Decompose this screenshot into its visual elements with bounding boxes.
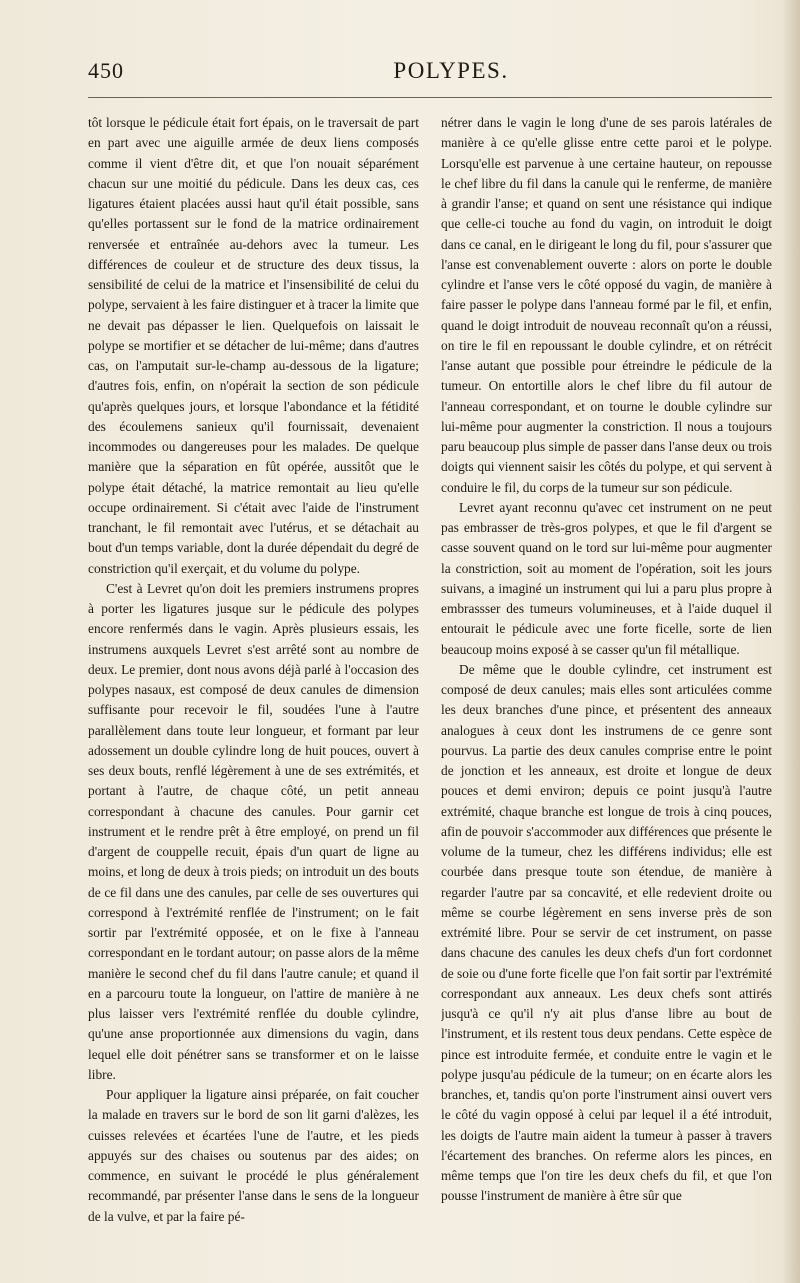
paragraph: Levret ayant reconnu qu'avec cet instrument on ne peut pas embrasser de très-gros polypes, et que le fil d'argent se casse souvent quand on le tord sur lui-même pour augmenter la constriction, soit au moment de l'opération, soit les jours suivans, a imaginé un instrument qui lui a paru plus propre à embrassser des tumeurs volumineuses, et à l'aide duquel il entourait le pédicule avec une forte ficelle, sorte de lien beaucoup moins exposé à se casser qu'un fil métallique. [441,499,772,657]
paragraph: tôt lorsque le pédicule était fort épais, on le traversait de part en part avec une aiguille armée de deux liens composés comme il vient d'être dit, et que l'on nouait séparément chacun sur une moitié du pédicule. Dans les deux cas, ces ligatures étaient placées aussi haut qu'il était possible, sans qu'elles portassent sur le fond de la matrice ordinairement renversée et entraînée au-dehors avec la tumeur. Les différences de couleur et de structure des deux tissus, la sensibilité de celui de la matrice et l'insensibilité de celui du polype, servaient à les faire distinguer et à tracer la limite que ne devait pas dépasser le lien. Quelquefois on laissait le polype se mortifier et se détacher de lui-même; dans d'autres cas, on l'amputait sur-le-champ au-dessous de la ligature; d'autres fois, enfin, on n'opérait la section de son pédicule qu'après quelques jours, et lorsque l'abondance et la fétidité des écoulemens sanieux qu'il fournissait, devenaient incommodes ou dangereuses pour les malades. De quelque manière que la séparation en fût opérée, aussitôt que le polype était détaché, la matrice remontait au lieu qu'elle occupe ordinairement. Si c'était avec l'aide de l'instrument tranchant, le fil remontait avec l'utérus, et se détachait au bout d'un temps variable, dont la durée dépendait du degré de constriction qu'il exerçait, et du volume du polype. [88,115,419,576]
paragraph: De même que le double cylindre, cet instrument est composé de deux canules; mais elles sont articulées comme les deux branches d'une pince, et présentent des anneaux analogues à ceux dont les instrumens de ce genre sont pourvus. La partie des deux canules comprise entre le point de jonction et les anneaux, est droite et longue de deux pouces et demi environ; depuis ce point jusqu'à l'autre extrémité, chaque branche est longue de trois à cinq pouces, afin de pouvoir s'accommoder aux différences que présente le volume de la tumeur, chez les différens individus; elle est courbée dans presque toute son étendue, de manière à regarder l'autre par sa concavité, et elle redevient droite ou même se courbe légèrement en sens inverse près de son extrémité libre. Pour se servir de cet instrument, on passe dans chacune des canules les deux chefs d'un fort cordonnet de soie ou d'une forte ficelle que l'on fait sortir par l'extrémité correspondant aux anneaux. Les deux chefs sont attirés jusqu'à ce qu'il n'y ait plus d'anse libre au bout de l'instrument, et ils restent tous deux pendans. Cette espèce de pince est introduite fermée, et conduite entre le vagin et le polype jusqu'au pédicule de la tumeur; on en écarte alors les branches, et, tandis qu'on porte l'instrument ainsi ouvert vers le côté du vagin opposé à celui par lequel il a été introduit, les doigts de l'autre main aident la tumeur à passer à travers l'écartement des branches. On referme alors les pinces, en même temps que l'on tire les deux chefs du fil, et que l'on pousse l'instrument de manière à être sûr que [441,661,772,1204]
running-title: POLYPES. [393,58,509,83]
page-edge-shadow [782,0,800,1283]
paragraph: nétrer dans le vagin le long d'une de ses parois latérales de manière à ce qu'elle glisse entre cette paroi et le polype. Lorsqu'elle est parvenue à une certaine hauteur, on repousse le chef libre du fil dans la canule qui le renferme, de manière à grandir l'anse; et quand on sent une résistance qui indique que celle-ci touche au fond du vagin, on introduit le doigt dans ce canal, en le dirigeant le long du fil, pour s'assurer que l'anse est convenablement ouverte : alors on porte le double cylindre et l'anse vers le côté opposé du vagin, de manière à faire passer le polype dans l'anneau formé par le fil, et enfin, quand le doigt introduit de nouveau reconnaît qu'on a réussi, on tire le fil en repoussant le double cylindre, et on rétrécit l'anse autant que possible pour étreindre le pédicule de la tumeur. On entortille alors le chef libre du fil autour de l'anneau correspondant, et on tourne le double cylindre sur lui-même pour augmenter la constriction. Il nous a toujours paru beaucoup plus simple de passer dans l'anse deux ou trois doigts qui viennent saisir les côtés du polype, et qui servent à conduire le fil, du corps de la tumeur sur son pédicule. [441,115,772,495]
left-column [88,113,419,1263]
paragraph: C'est à Levret qu'on doit les premiers instrumens propres à porter les ligatures jusque sur le pédicule des polypes encore renfermés dans le vagin. Après plusieurs essais, les instrumens auxquels Levret s'est arrêté sont au nombre de deux. Le premier, dont nous avons déjà parlé à l'occasion des polypes nasaux, est composé de deux canules de dimension suffisante pour recevoir le fil, soudées l'une à l'autre parallèlement dans toute leur longueur, et formant par leur adossement un double cylindre long de huit pouces, ouvert à ses deux bouts, renflé légèrement à une de ses extrémités, et portant à l'autre, de chaque côté, un petit anneau correspondant à chacune des canules. Pour garnir cet instrument et le rendre prêt à être employé, on prend un fil d'argent de couppelle recuit, épais d'un quart de ligne au moins, et long de deux à trois pieds; on introduit un des bouts de ce fil dans une des canules, par celle de ses ouvertures qui correspond à l'extrémité renflée de l'instrument; on le fait sortir par l'extrémité opposée, et on le fixe à l'anneau correspondant en le tordant autour; on passe alors de la même manière le second chef du fil dans l'autre canule; et quand il en a parcouru toute la longueur, on l'attire de manière à ne plus laisser vers l'extrémité renflée du double cylindre, qu'une anse proportionnée aux dimensions du vagin, dans lequel elle doit pénétrer sans se transformer et on le laisse libre. [88,580,419,1082]
text-columns [88,113,772,1263]
header-rule [88,97,772,98]
right-column [441,113,772,1263]
paragraph: Pour appliquer la ligature ainsi préparée, on fait coucher la malade en travers sur le bord de son lit garni d'alèzes, les cuisses relevées et écartées l'une de l'autre, et les pieds appuyés sur des chaises ou soutenus par des aides; on commence, en suivant le procédé le plus généralement recommandé, par présenter l'anse dans le sens de la longueur de la vulve, et par la faire pé- [88,1087,419,1224]
page-header [88,58,774,98]
page-number: 450 [88,58,124,83]
